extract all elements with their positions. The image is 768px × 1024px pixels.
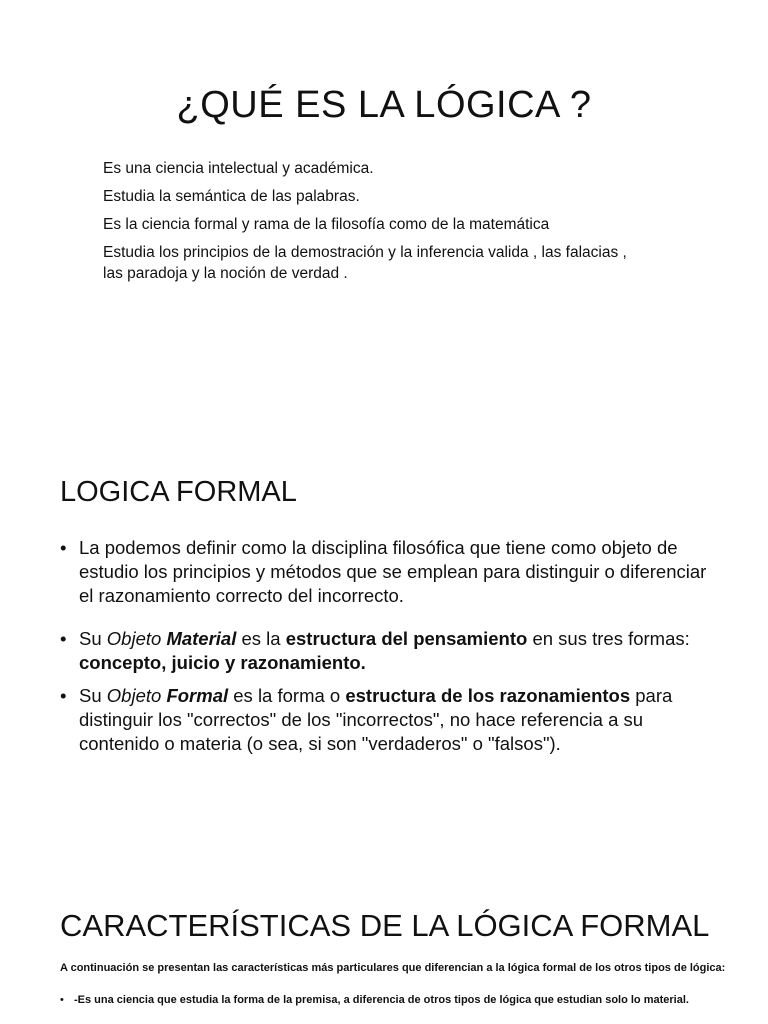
- bold-text: estructura del pensamiento: [285, 628, 528, 649]
- bold-text: concepto, juicio y razonamiento.: [79, 652, 366, 673]
- italic-text: Objeto: [106, 628, 167, 649]
- bullet-text-part: Su: [79, 628, 107, 649]
- list-item: Es la ciencia formal y rama de la filosofía como de la matemática: [103, 216, 550, 233]
- list-item-text: -Es una ciencia que estudia la forma de la premisa, a diferencia de otros tipos de lógica que estudian solo lo material.: [74, 994, 689, 1006]
- bullet-text-part: Su: [79, 685, 107, 706]
- bullet-icon: •: [60, 994, 64, 1006]
- slide-title: LOGICA FORMAL: [60, 476, 297, 508]
- bullet-text-part: para distinguir los "correctos" de los "incorrectos", no hace referencia a su contenido o materia (o sea, si son "verdaderos" o "falsos").: [79, 685, 673, 754]
- bold-italic-text: Formal: [166, 685, 229, 706]
- bullet-text: La podemos definir como la disciplina filosófica que tiene como objeto de estudio los principios y métodos que se emplean para distinguir o diferenciar el razonamiento correcto del incorrecto.: [79, 537, 707, 606]
- slide-title: ¿QUÉ ES LA LÓGICA ?: [176, 84, 592, 126]
- bullet-icon: •: [60, 628, 67, 649]
- list-item: [60, 994, 740, 1006]
- bullet-icon: •: [60, 537, 67, 558]
- characteristics-list: [60, 994, 740, 1006]
- slide-caracteristicas: [0, 880, 768, 1024]
- italic-text: Objeto: [106, 685, 167, 706]
- bullet-icon: •: [60, 685, 67, 706]
- list-item: [60, 536, 720, 608]
- list-item: Estudia los principios de la demostración y la inferencia valida , las falacias , las paradoja y la noción de verdad .: [103, 244, 627, 282]
- list-item: [60, 684, 720, 756]
- bold-italic-text: Material: [166, 628, 237, 649]
- slide-logica-formal: [0, 440, 768, 780]
- definition-list: [103, 158, 633, 291]
- bullet-text-part: es la: [236, 628, 286, 649]
- list-item: [60, 627, 720, 675]
- slide-title: CARACTERÍSTICAS DE LA LÓGICA FORMAL: [60, 908, 710, 943]
- bullet-text-part: en sus tres formas:: [527, 628, 690, 649]
- bullet-text-part: es la forma o: [228, 685, 346, 706]
- slide-que-es-la-logica: [0, 0, 768, 340]
- bullet-list: [60, 536, 720, 765]
- list-item: Estudia la semántica de las palabras.: [103, 188, 360, 205]
- intro-text: A continuación se presentan las características más particulares que diferencian a la lógica formal de los otros tipos de lógica:: [60, 962, 726, 974]
- bold-text: estructura de los razonamientos: [345, 685, 631, 706]
- list-item: Es una ciencia intelectual y académica.: [103, 160, 374, 177]
